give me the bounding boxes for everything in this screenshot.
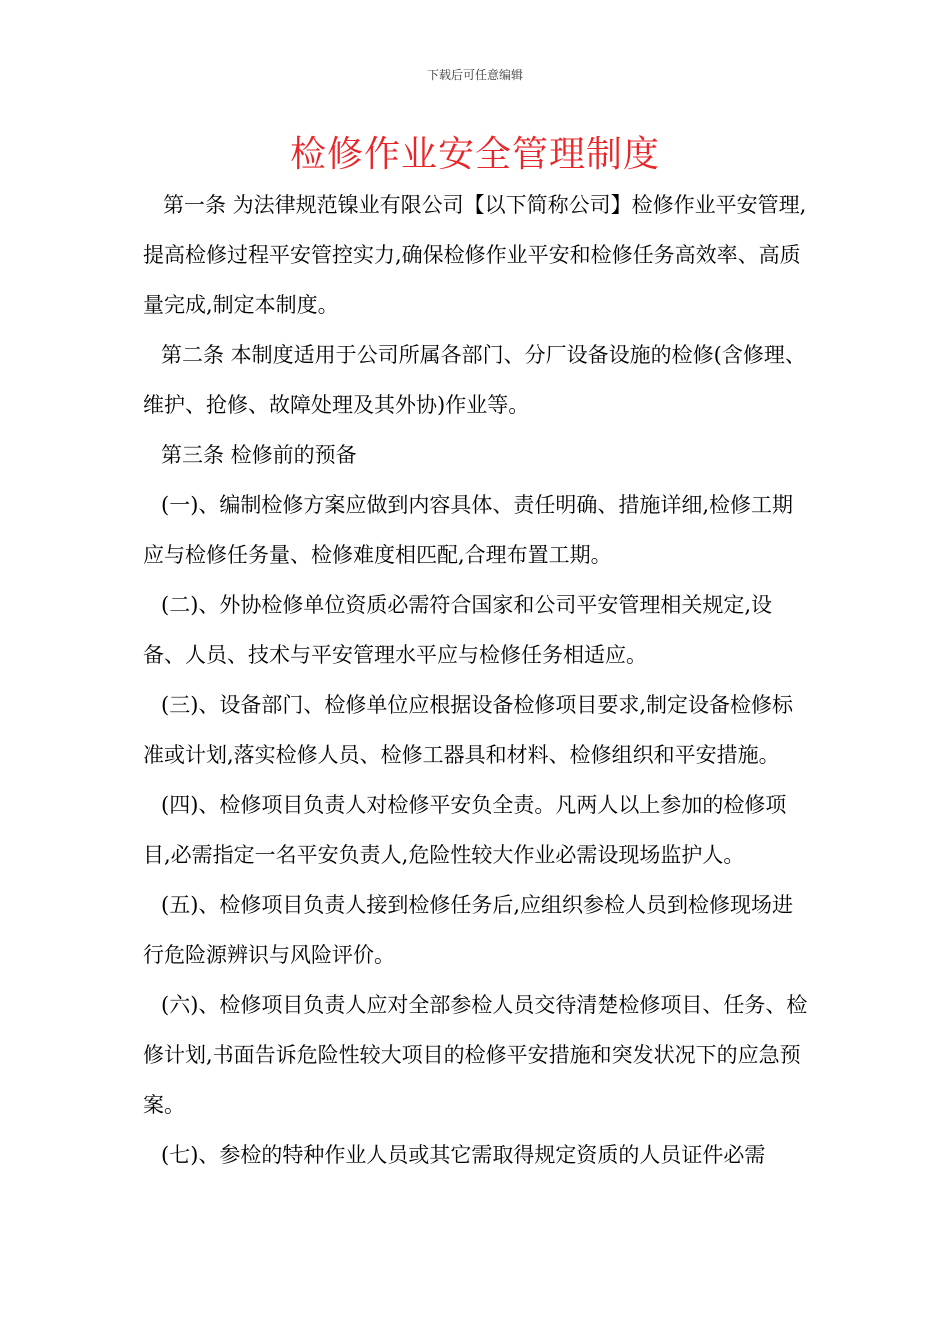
document-body bbox=[143, 180, 813, 1180]
paragraph-article-2: 第二条 本制度适用于公司所属各部门、分厂设备设施的检修(含修理、维护、抢修、故障处理及其外协)作业等。 bbox=[143, 343, 806, 417]
paragraph-item-4: (四)、检修项目负责人对检修平安负全责。凡两人以上参加的检修项目,必需指定一名平安负责人,危险性较大作业必需设现场监护人。 bbox=[143, 793, 787, 867]
page-header-note: 下载后可任意编辑 bbox=[426, 68, 523, 82]
paragraph-item-6: (六)、检修项目负责人应对全部参检人员交待清楚检修项目、任务、检修计划,书面告诉危险性较大项目的检修平安措施和突发状况下的应急预案。 bbox=[143, 993, 808, 1117]
paragraph-item-2: (二)、外协检修单位资质必需符合国家和公司平安管理相关规定,设备、人员、技术与平安管理水平应与检修任务相适应。 bbox=[143, 593, 773, 667]
paragraph-article-3: 第三条 检修前的预备 bbox=[161, 443, 357, 467]
document-title: 检修作业安全管理制度 bbox=[289, 134, 660, 175]
paragraph-article-1: 第一条 为法律规范镍业有限公司【以下简称公司】检修作业平安管理,提高检修过程平安管控实力,确保检修作业平安和检修任务高效率、高质量完成,制定本制度。 bbox=[143, 193, 807, 317]
paragraph-item-1: (一)、编制检修方案应做到内容具体、责任明确、措施详细,检修工期应与检修任务量、检修难度相匹配,合理布置工期。 bbox=[143, 493, 794, 567]
paragraph-item-3: (三)、设备部门、检修单位应根据设备检修项目要求,制定设备检修标准或计划,落实检修人员、检修工器具和材料、检修组织和平安措施。 bbox=[143, 693, 794, 767]
paragraph-item-5: (五)、检修项目负责人接到检修任务后,应组织参检人员到检修现场进行危险源辨识与风险评价。 bbox=[143, 893, 794, 967]
paragraph-item-7: (七)、参检的特种作业人员或其它需取得规定资质的人员证件必需 bbox=[161, 1143, 766, 1167]
